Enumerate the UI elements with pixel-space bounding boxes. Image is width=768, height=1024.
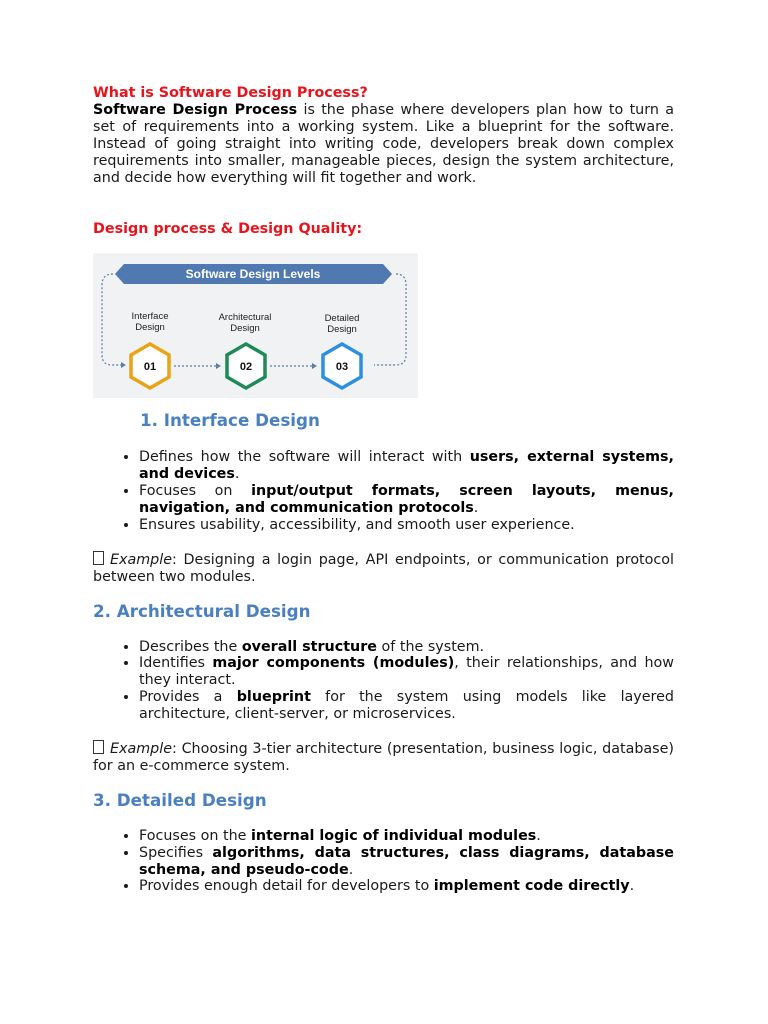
list-item xyxy=(139,639,674,656)
list-item xyxy=(139,878,674,895)
heading-architectural-design: 2. Architectural Design xyxy=(93,600,311,621)
left-loop-connector xyxy=(102,274,124,365)
heading-design-process-quality: Design process & Design Quality: xyxy=(93,221,363,238)
architectural-design-list xyxy=(93,639,674,724)
intro-bold-term: Software Design Process xyxy=(93,101,298,118)
list-item xyxy=(139,828,674,845)
step3-number: 03 xyxy=(335,361,349,374)
diagram-svg xyxy=(93,253,418,398)
step1-number: 01 xyxy=(143,361,157,374)
step2-number: 02 xyxy=(239,361,253,374)
bullet-bold-text: algorithms, data structures, class diagrams, database schema, and pseudo-code xyxy=(139,844,674,878)
step3-label-line1: Detailed xyxy=(324,313,360,325)
bullet-bold-text: overall structure xyxy=(241,638,377,655)
list-item: • Ensures usability, accessibility, and smooth user experience. xyxy=(139,517,674,534)
interface-design-list xyxy=(93,449,674,534)
arrowhead-icon xyxy=(312,363,317,369)
bullet-text: Specifies xyxy=(139,844,213,861)
placeholder-glyph-icon xyxy=(93,740,104,754)
document-content xyxy=(93,85,674,895)
step1-label-line1: Interface xyxy=(131,311,169,323)
bullet-text: . xyxy=(234,466,240,483)
step2-label-line2: Design xyxy=(230,323,260,335)
software-design-levels-diagram xyxy=(93,253,418,398)
bullet-text: . xyxy=(473,499,479,516)
bullet-bold-text: blueprint xyxy=(236,689,311,706)
placeholder-glyph-icon xyxy=(93,551,104,565)
list-item xyxy=(139,483,674,517)
list-item xyxy=(139,655,674,689)
bullet-text: Describes the xyxy=(139,638,242,655)
banner-title: Software Design Levels xyxy=(185,267,321,282)
bullet-text: . xyxy=(536,827,541,844)
detailed-design-list xyxy=(93,828,674,896)
bullet-bold-text: major components (modules) xyxy=(212,655,455,672)
bullet-bold-text: users, external systems, and devices xyxy=(139,449,674,483)
bullet-bold-text: input/output formats, screen layouts, menus, navigation, and communication protocols xyxy=(139,483,674,516)
list-item xyxy=(139,845,674,879)
bullet-text: Provides a xyxy=(139,689,237,706)
bullet-text: . xyxy=(629,878,635,895)
bullet-text: Focuses on the xyxy=(139,827,251,844)
bullet-text: for the system using models like layered architecture, client-server, or microservices. xyxy=(139,689,674,723)
intro-text: is the phase where developers plan how to turn a set of requirements into a working system. Like a blueprint for the software. Instead of going straight into writing code, developers break down complex requirements into smaller, manageable pieces, design the system architecture, and decide how everything will fit together and work. xyxy=(93,101,674,186)
right-loop-connector xyxy=(374,274,406,365)
bullet-text: Identifies xyxy=(139,655,213,672)
bullet-text: Focuses on xyxy=(139,483,252,500)
bullet-text: . xyxy=(348,861,354,878)
bullet-text: of the system. xyxy=(376,638,485,655)
arrowhead-icon xyxy=(216,363,221,369)
bullet-text: Provides enough detail for developers to xyxy=(139,878,434,895)
step1-label-line2: Design xyxy=(135,322,165,334)
step3-label-line2: Design xyxy=(327,324,357,336)
list-item xyxy=(139,689,674,723)
heading-interface-design: 1. Interface Design xyxy=(140,410,320,431)
heading-detailed-design: 3. Detailed Design xyxy=(93,789,267,810)
architectural-example xyxy=(93,740,674,775)
bullet-bold-text: implement code directly xyxy=(433,878,630,895)
list-item xyxy=(139,449,674,483)
bullet-text: , their relationships, and how they interact. xyxy=(139,655,674,689)
interface-example xyxy=(93,551,674,586)
example-label: Example xyxy=(110,551,173,568)
bullet-bold-text: internal logic of individual modules xyxy=(250,827,537,844)
heading-what-is-sdp: What is Software Design Process? xyxy=(93,85,368,101)
example-text: : Designing a login page, API endpoints, or communication protocol between two modules. xyxy=(93,551,674,585)
intro-paragraph xyxy=(93,102,674,187)
arrowhead-icon xyxy=(121,362,126,368)
bullet-text: Defines how the software will interact with xyxy=(139,449,470,466)
step2-label-line1: Architectural xyxy=(218,312,272,324)
example-label: Example xyxy=(110,741,173,758)
example-text: : Choosing 3-tier architecture (presentation, business logic, database) for an e-commerce system. xyxy=(93,741,674,774)
